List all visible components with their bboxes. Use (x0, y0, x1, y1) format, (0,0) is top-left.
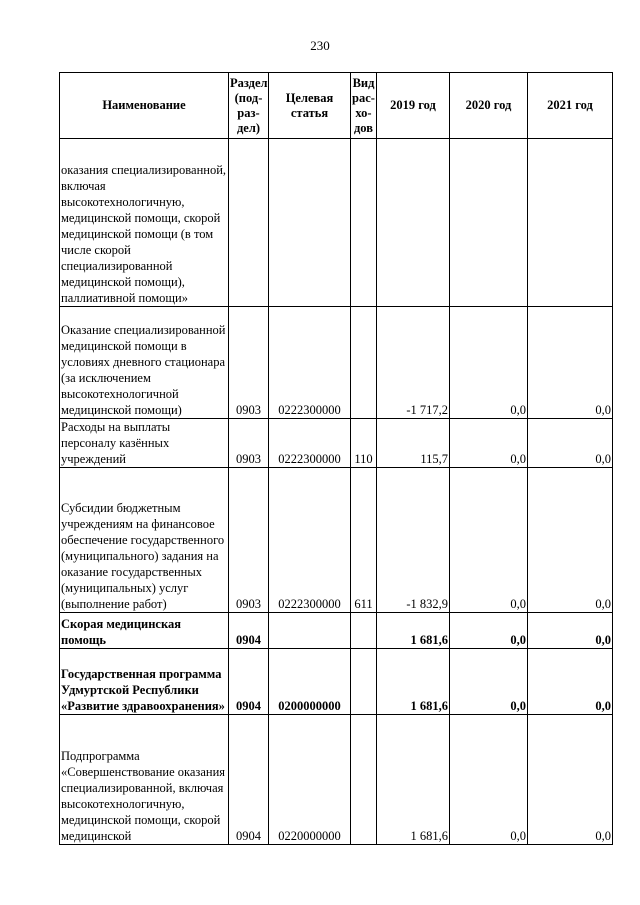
header-name: Наименование (60, 73, 229, 139)
cell-target: 0220000000 (269, 715, 351, 845)
cell-target (269, 139, 351, 307)
header-kind: Вид рас-хо-дов (351, 73, 377, 139)
cell-2019: -1 717,2 (377, 307, 450, 419)
cell-2019: 1 681,6 (377, 715, 450, 845)
cell-kind (351, 307, 377, 419)
cell-2019: 1 681,6 (377, 613, 450, 649)
cell-name: Государственная программа Удмуртской Республики «Развитие здравоохранения» (60, 649, 229, 715)
cell-2020: 0,0 (450, 649, 528, 715)
cell-section: 0903 (229, 419, 269, 468)
header-2019: 2019 год (377, 73, 450, 139)
table-row (60, 139, 613, 307)
cell-2021 (528, 139, 613, 307)
cell-2020 (450, 139, 528, 307)
cell-2020: 0,0 (450, 468, 528, 613)
cell-section (229, 139, 269, 307)
cell-target (269, 613, 351, 649)
cell-section: 0903 (229, 307, 269, 419)
table-row (60, 468, 613, 613)
cell-name: Оказание специализированной медицинской помощи в условиях дневного стационара (за исключением высокотехнологичной медицинской помощи) (60, 307, 229, 419)
page-number: 230 (310, 38, 330, 53)
cell-2019: 115,7 (377, 419, 450, 468)
cell-2019 (377, 139, 450, 307)
cell-kind (351, 649, 377, 715)
cell-target: 0222300000 (269, 307, 351, 419)
cell-2021: 0,0 (528, 613, 613, 649)
cell-2021: 0,0 (528, 715, 613, 845)
cell-target: 0222300000 (269, 468, 351, 613)
cell-name: Подпрограмма «Совершенствование оказания специализированной, включая высокотехнологичную, медицинской помощи, скорой медицинской (60, 715, 229, 845)
cell-target: 0222300000 (269, 419, 351, 468)
cell-kind: 110 (351, 419, 377, 468)
cell-2021: 0,0 (528, 649, 613, 715)
table-header-row (60, 73, 613, 139)
header-2020: 2020 год (450, 73, 528, 139)
header-section: Раздел (под-раз-дел) (229, 73, 269, 139)
cell-2020: 0,0 (450, 419, 528, 468)
cell-section: 0904 (229, 613, 269, 649)
table-row (60, 715, 613, 845)
table-row (60, 419, 613, 468)
header-target: Целевая статья (269, 73, 351, 139)
cell-section: 0904 (229, 715, 269, 845)
cell-target: 0200000000 (269, 649, 351, 715)
cell-2020: 0,0 (450, 715, 528, 845)
cell-name: Расходы на выплаты персоналу казённых учреждений (60, 419, 229, 468)
table-row (60, 613, 613, 649)
header-2021: 2021 год (528, 73, 613, 139)
cell-kind (351, 715, 377, 845)
cell-name: оказания специализированной, включая высокотехнологичную, медицинской помощи, скорой медицинской помощи (в том числе скорой специализированной медицинской помощи), паллиативной помощи» (60, 139, 229, 307)
cell-kind (351, 613, 377, 649)
cell-2021: 0,0 (528, 419, 613, 468)
table-row (60, 307, 613, 419)
cell-kind (351, 139, 377, 307)
cell-2019: 1 681,6 (377, 649, 450, 715)
cell-name: Скорая медицинская помощь (60, 613, 229, 649)
cell-2021: 0,0 (528, 468, 613, 613)
cell-kind: 611 (351, 468, 377, 613)
cell-2019: -1 832,9 (377, 468, 450, 613)
budget-table (59, 72, 613, 845)
cell-2020: 0,0 (450, 307, 528, 419)
cell-section: 0903 (229, 468, 269, 613)
cell-section: 0904 (229, 649, 269, 715)
cell-2020: 0,0 (450, 613, 528, 649)
cell-2021: 0,0 (528, 307, 613, 419)
cell-name: Субсидии бюджетным учреждениям на финансовое обеспечение государственного (муниципального) задания на оказание государственных (муниципальных) услуг (выполнение работ) (60, 468, 229, 613)
table-row (60, 649, 613, 715)
